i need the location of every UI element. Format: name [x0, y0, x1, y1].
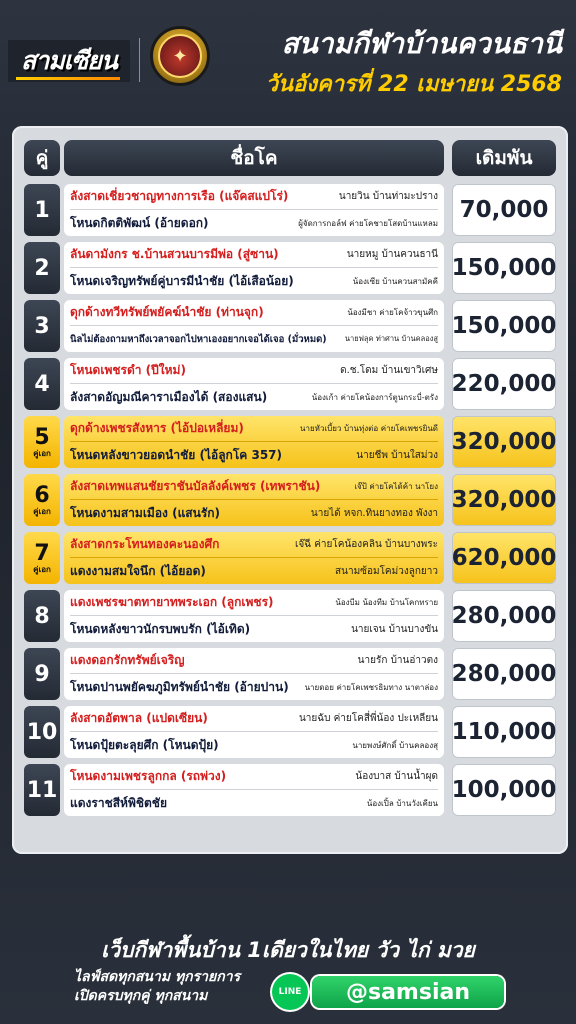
- bull-1-name: ลังสาดกระโทนทองคะนองศึก: [70, 537, 220, 551]
- bull-1-owner: นายฉับ ค่ายโคสี่พี่น้อง ปะเหลียน: [298, 713, 438, 724]
- bull-1-name: โหนดเพชรดำ (ปีใหม่): [70, 363, 186, 377]
- fighters-box: [64, 184, 444, 236]
- pair-number: [24, 184, 60, 236]
- live-info: [74, 968, 274, 1006]
- pair-number-value: 9: [34, 661, 50, 687]
- bull-line-2: [70, 210, 438, 236]
- pair-number: [24, 358, 60, 410]
- bull-2-name: โหนดหลังขาวยอดนำชัย (ไอ้ลูกโค 357): [70, 447, 283, 462]
- bull-1-owner: น้องบีม น้องทีม บ้านโคกทราย: [335, 598, 438, 607]
- pair-number: [24, 590, 60, 642]
- bull-2-owner: ผู้จัดการกอล์ฟ ค่ายโคชายโสดบ้านแหลม: [298, 218, 438, 228]
- bull-1-name: โหนดงามเพชรลูกกล (รถพ่วง): [70, 769, 227, 783]
- bull-2-owner: นายดอย ค่ายโคเพชรธิมทาง นาตาล่อง: [304, 682, 438, 692]
- bull-line-2: [70, 616, 438, 642]
- pair-number-value: 5: [34, 424, 50, 450]
- stake-amount: 100,000: [452, 764, 556, 816]
- fight-row: [24, 532, 556, 584]
- fighters-box: [64, 706, 444, 758]
- fight-row: [24, 300, 556, 352]
- brand-underline: [16, 77, 120, 80]
- bull-line-1: [70, 474, 438, 500]
- bull-line-1: [70, 300, 438, 326]
- bull-2-owner: นายได้ หจก.ทินยางทอง พังงา: [310, 507, 438, 519]
- bull-2-name: โหนดปานพยัคฆภูมิทรัพย์นำชัย (อ้ายปาน): [70, 679, 289, 694]
- header-stake: เดิมพัน: [452, 140, 556, 176]
- bull-line-2: [70, 268, 438, 294]
- bull-line-2: [70, 790, 438, 816]
- bull-line-1: [70, 416, 438, 442]
- live-line-1: ไลฟ์สดทุกสนาม ทุกรายการ: [74, 969, 241, 985]
- bull-line-2: [70, 442, 438, 468]
- bull-line-1: [70, 764, 438, 790]
- bull-line-1: [70, 706, 438, 732]
- stake-amount: 280,000: [452, 648, 556, 700]
- bull-line-1: [70, 358, 438, 384]
- bull-1-owner: ด.ช.โดม บ้านเขาวิเศษ: [340, 365, 438, 376]
- fighters-box: [64, 648, 444, 700]
- fighters-box: [64, 416, 444, 468]
- pair-number-value: 7: [34, 540, 50, 566]
- bull-line-2: [70, 500, 438, 526]
- bull-1-owner: เจ๊ฉี ค่ายโคน้องคลิน บ้านบางพระ: [294, 539, 438, 550]
- fight-row: [24, 648, 556, 700]
- bull-2-name: โหนดงามสามเมือง (แสนรัก): [70, 505, 221, 520]
- pair-number: [24, 474, 60, 526]
- bull-line-1: [70, 184, 438, 210]
- pair-number-value: 10: [26, 719, 58, 745]
- pair-number-value: 2: [34, 255, 50, 281]
- brand-logo: [8, 40, 130, 82]
- fight-row: [24, 474, 556, 526]
- header-pair: คู่: [24, 140, 60, 176]
- header-bull-names: ชื่อโค: [64, 140, 444, 176]
- fight-row: [24, 242, 556, 294]
- bull-line-2: [70, 558, 438, 584]
- bull-2-owner: น้องเก้า ค่ายโคน้องการ์ตูนกระบี่-ตรัง: [311, 392, 438, 402]
- fighters-box: [64, 300, 444, 352]
- stake-amount: 620,000: [452, 532, 556, 584]
- bull-1-name: ดุกด้างทวีทรัพย์พยัคฆ์นำชัย (ท่านจุก): [70, 305, 264, 319]
- line-handle-button[interactable]: @samsian: [312, 976, 504, 1008]
- fight-row: [24, 358, 556, 410]
- pair-number: [24, 416, 60, 468]
- main-event-label: คู่เอก: [33, 564, 51, 574]
- fight-row: [24, 416, 556, 468]
- fighters-box: [64, 242, 444, 294]
- bull-1-owner: น้องมีชา ค่ายโคจ้าวขุนศึก: [347, 308, 438, 317]
- bull-1-owner: นายหมู บ้านควนธานี: [346, 249, 438, 260]
- stake-amount: 320,000: [452, 416, 556, 468]
- pair-number: [24, 648, 60, 700]
- stake-amount: 150,000: [452, 242, 556, 294]
- bull-2-name: นิลไม่ต้องถามหาถึงเวลาจอกไปหาเองอยากเจอได้เจอ (มั่วหมด): [70, 333, 327, 345]
- stake-amount: 320,000: [452, 474, 556, 526]
- stake-amount: 150,000: [452, 300, 556, 352]
- bull-line-1: [70, 590, 438, 616]
- pair-number-value: 11: [26, 777, 58, 803]
- line-app-icon[interactable]: LINE: [272, 974, 308, 1010]
- bull-2-owner: น้องเซีย บ้านควนสามัคคี: [352, 276, 438, 286]
- bull-2-owner: สนามซ้อมโคม่วงลูกยาว: [335, 565, 438, 577]
- main-event-label: คู่เอก: [33, 506, 51, 516]
- bull-1-name: แดงเพชรฆาตทายาทพระเอก (ลูกเพชร): [70, 595, 274, 609]
- bull-1-owner: เจ๊ป้ ค่ายโคได้ค้า นาโยง: [354, 482, 438, 491]
- bull-2-name: แดงงามสมใจนึก (ไอ้ยอด): [70, 563, 206, 578]
- header: [0, 0, 576, 112]
- bull-1-name: แดงดอกรักทรัพย์เจริญ: [70, 653, 185, 667]
- pair-number-value: 1: [34, 197, 50, 223]
- bull-1-name: ลันดามังกร ช.บ้านสวนบารมีพ่อ (สู่ซาน): [70, 247, 279, 261]
- fight-row: [24, 184, 556, 236]
- fighters-box: [64, 358, 444, 410]
- bull-2-name: แดงราชสีห์พิชิตชัย: [70, 795, 167, 810]
- bull-line-2: [70, 326, 438, 352]
- fighters-box: [64, 590, 444, 642]
- header-divider: [139, 38, 140, 82]
- bull-2-owner: นายพงษ์ศักดิ์ บ้านคลองสุ: [352, 740, 438, 750]
- stadium-title: สนามกีฬาบ้านควนธานี: [281, 27, 562, 60]
- bull-line-2: [70, 674, 438, 700]
- bull-line-1: [70, 242, 438, 268]
- pair-number: [24, 706, 60, 758]
- bull-2-owner: น้องเปิ้ล บ้านวังเคียน: [366, 798, 438, 808]
- bull-1-owner: นายวิน บ้านท่ามะปราง: [338, 191, 438, 202]
- bull-2-owner: นายฟลุค ท่าศาน บ้านคลองสู: [344, 334, 438, 343]
- bull-line-2: [70, 732, 438, 758]
- fight-card-panel: [12, 126, 568, 854]
- bull-line-1: [70, 532, 438, 558]
- fight-row: [24, 764, 556, 816]
- main-event-label: คู่เอก: [33, 448, 51, 458]
- bull-line-1: [70, 648, 438, 674]
- bull-1-owner: น้องบาส บ้านน้ำผุด: [355, 771, 438, 782]
- bull-1-name: ลังสาดเชี่ยวชาญทางการเรือ (แจ๊คสแปโร่): [70, 189, 289, 203]
- event-date: วันอังคารที่ 22 เมษายน 2568: [265, 72, 562, 97]
- pair-number: [24, 764, 60, 816]
- bull-line-2: [70, 384, 438, 410]
- pair-number-value: 8: [34, 603, 50, 629]
- pair-number-value: 6: [34, 482, 50, 508]
- fighters-box: [64, 532, 444, 584]
- fighters-box: [64, 474, 444, 526]
- bull-2-owner: นายชีพ บ้านใสม่วง: [356, 449, 438, 461]
- bull-2-name: โหนดปุ้ยตะลุยศึก (โหนดปุ้ย): [70, 737, 219, 752]
- bull-1-name: ลังสาดอัตพาล (แปดเซียน): [70, 711, 208, 725]
- pair-number: [24, 300, 60, 352]
- stake-amount: 280,000: [452, 590, 556, 642]
- bull-2-name: โหนดหลังขาวนักรบพบรัก (ไอ้เทิด): [70, 621, 251, 636]
- brand-name: สามเซียน: [20, 46, 118, 75]
- footer-tagline: เว็บกีฬาพื้นบ้าน 1เดียวในไทย วัว ไก่ มวย: [101, 938, 475, 962]
- fight-row: [24, 590, 556, 642]
- pair-number-value: 3: [34, 313, 50, 339]
- bull-1-owner: นายรัก บ้านอ่าวตง: [357, 655, 438, 666]
- bull-2-name: ลังสาดอัญมณีคาราเมืองได้ (สองแสน): [70, 389, 268, 404]
- stake-amount: 220,000: [452, 358, 556, 410]
- bull-1-name: ลังสาดเทพแสนชัยราชันบัลลังค์เพชร (เทพราชัน): [70, 479, 321, 493]
- pair-number: [24, 242, 60, 294]
- fight-row: [24, 706, 556, 758]
- live-line-2: เปิดครบทุกคู่ ทุกสนาม: [74, 988, 208, 1004]
- fighters-box: [64, 764, 444, 816]
- bull-1-name: ดุกด้างเพชรสังหาร (ไอ้ปอเหลี่ยม): [70, 421, 244, 435]
- club-emblem-icon: [150, 26, 210, 86]
- stake-amount: 70,000: [452, 184, 556, 236]
- bull-1-owner: นายหัวเบี้ยว บ้านทุ่งต่อ ค่ายโคเพชรยินดี: [300, 424, 438, 433]
- bull-2-owner: นายเจน บ้านบางขัน: [351, 623, 438, 635]
- bull-2-name: โหนดเจริญทรัพย์คู่บารมีนำชัย (ไอ้เสือน้อย): [70, 273, 294, 288]
- emblem-center-icon: ✦: [158, 34, 202, 78]
- pair-number-value: 4: [34, 371, 50, 397]
- stake-amount: 110,000: [452, 706, 556, 758]
- pair-number: [24, 532, 60, 584]
- bull-2-name: โหนดกิตติพัฒน์ (อ้ายดอก): [70, 215, 209, 230]
